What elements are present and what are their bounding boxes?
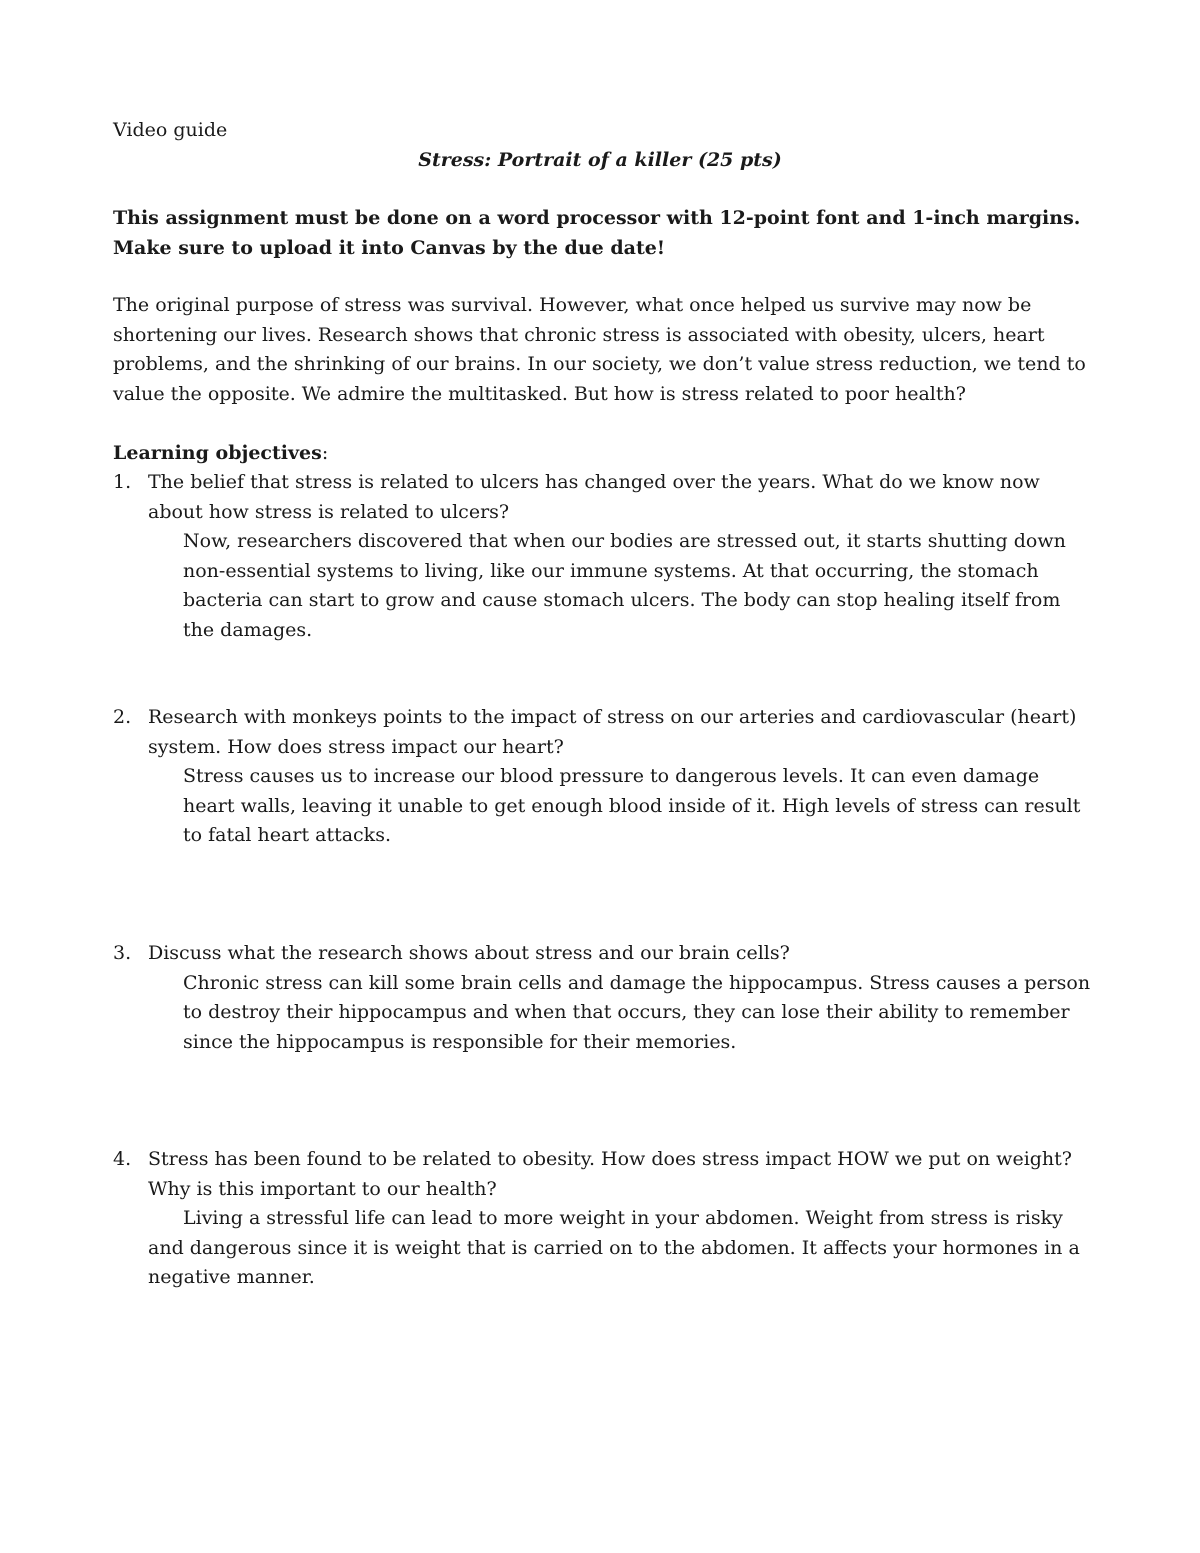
objective-item-3 <box>113 939 1093 1057</box>
question-number: 1. <box>113 471 132 493</box>
question-number: 2. <box>113 706 132 728</box>
objective-item-2 <box>113 703 1093 851</box>
objectives-heading-text: Learning objectives <box>113 442 322 464</box>
question-number: 4. <box>113 1148 132 1170</box>
answer-text: Chronic stress can kill some brain cells and damage the hippocampus. Stress causes a person to destroy their hippocampus and when that occurs, they can lose their ability to remember since the hippocampus is responsible for their memories. <box>183 971 1091 1053</box>
question-row <box>113 939 1093 969</box>
objectives-heading-colon: : <box>321 442 329 464</box>
answer-text: Stress causes us to increase our blood pressure to dangerous levels. It can even damage heart walls, leaving it unable to get enough blood inside of it. High levels of stress can result to fatal heart attacks. <box>183 765 1081 846</box>
answer-text: Now, researchers discovered that when our bodies are stressed out, it starts shutting down non-essential systems to living, like our immune systems. At that occurring, the stomach bacteria can start to grow and cause stomach ulcers. The body can stop healing itself from the damages. <box>183 530 1066 641</box>
question-text: The belief that stress is related to ulcers has changed over the years. What do we know now about how stress is related to ulcers? <box>148 471 1040 523</box>
assignment-instructions: This assignment must be done on a word processor with 12-point font and 1-inch margins. Make sure to upload it into Canvas by the due date! <box>113 207 1081 259</box>
intro-paragraph: The original purpose of stress was survival. However, what once helped us survive may now be shortening our lives. Research shows that chronic stress is associated with obesity, ulcers, heart problems, and the shrinking of our brains. In our society, we don’t value stress reduction, we tend to value the opposite. We admire the multitasked. But how is stress related to poor health? <box>113 294 1086 405</box>
answer-text: Living a stressful life can lead to more weight in your abdomen. Weight from stress is risky and dangerous since it is weight that is carried on to the abdomen. It affects your hormones in a negative manner. <box>148 1207 1080 1288</box>
objective-item-1 <box>113 468 1093 645</box>
question-row <box>113 1145 1093 1204</box>
question-text: Research with monkeys points to the impact of stress on our arteries and cardiovascular (heart) system. How does stress impact our heart? <box>148 706 1077 758</box>
question-row <box>113 468 1093 527</box>
question-row <box>113 703 1093 762</box>
document-label: Video guide <box>113 119 228 141</box>
objectives-heading <box>113 439 328 467</box>
document-title: Stress: Portrait of a killer (25 pts) <box>418 149 782 171</box>
question-number: 3. <box>113 942 132 964</box>
objective-item-4 <box>113 1145 1093 1293</box>
question-text: Discuss what the research shows about stress and our brain cells? <box>148 942 790 964</box>
question-text: Stress has been found to be related to obesity. How does stress impact HOW we put on weight? Why is this important to our health? <box>148 1148 1072 1200</box>
